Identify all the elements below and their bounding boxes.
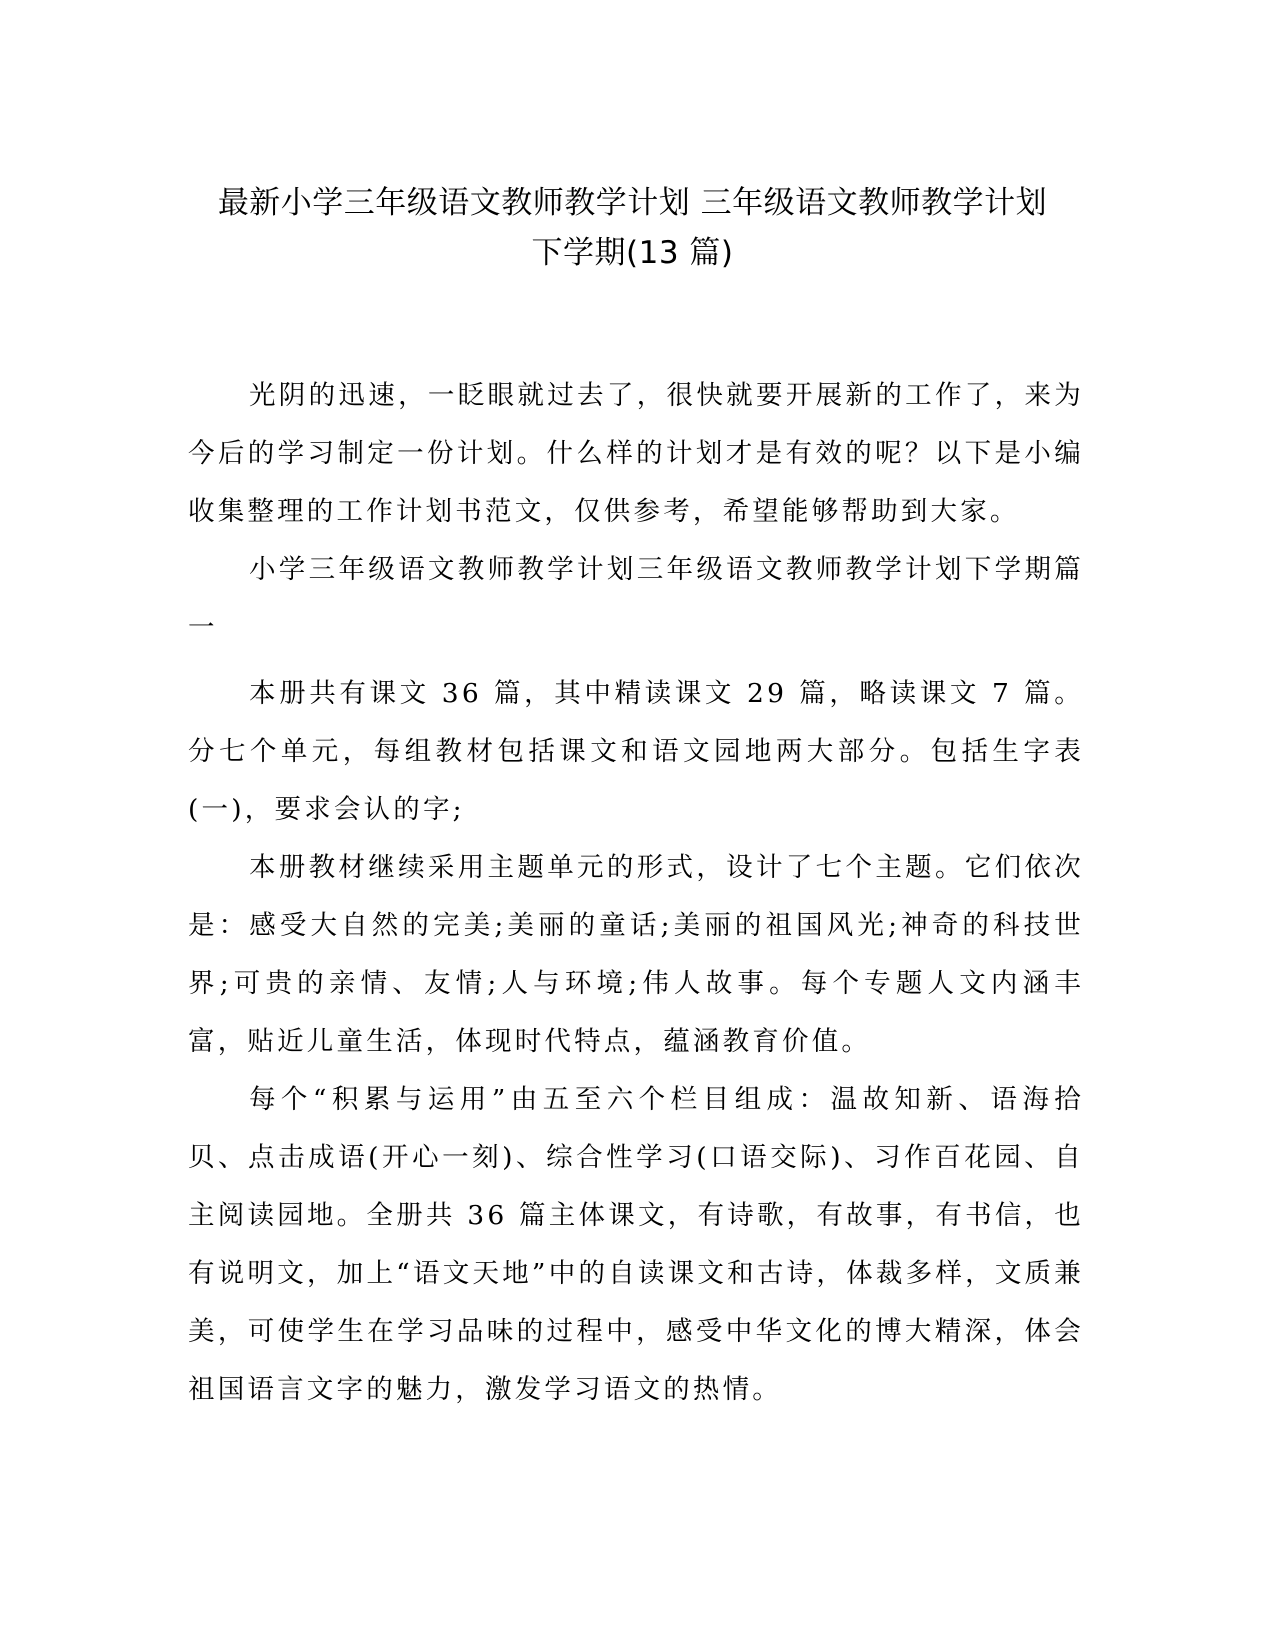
body-paragraph-2: 本册教材继续采用主题单元的形式，设计了七个主题。它们依次是：感受大自然的完美;美丽的童话;美丽的祖国风光;神奇的科技世界;可贵的亲情、友情;人与环境;伟人故事。每个专题人文内涵丰富，贴近儿童生活，体现时代特点，蕴涵教育价值。 xyxy=(188,852,1084,1057)
document-body xyxy=(188,367,1084,1419)
section-heading: 小学三年级语文教师教学计划三年级语文教师教学计划下学期篇一 xyxy=(188,554,1084,643)
title-line-1: 最新小学三年级语文教师教学计划 三年级语文教师教学计划 xyxy=(217,185,1048,221)
document-title xyxy=(180,178,1085,278)
body-paragraph-3: 每个“积累与运用”由五至六个栏目组成：温故知新、语海拾贝、点击成语(开心一刻)、综合性学习(口语交际)、习作百花园、自主阅读园地。全册共 36 篇主体课文，有诗歌，有故事，有书信，也有说明文，加上“语文天地”中的自读课文和古诗，体裁多样，文质兼美，可使学生在学习品味的过程中，感受中华文化的博大精深，体会祖国语言文字的魅力，激发学习语文的热情。 xyxy=(188,1084,1084,1405)
title-line-2: 下学期(13 篇) xyxy=(531,235,734,271)
intro-paragraph: 光阴的迅速，一眨眼就过去了，很快就要开展新的工作了，来为今后的学习制定一份计划。什么样的计划才是有效的呢？以下是小编收集整理的工作计划书范文，仅供参考，希望能够帮助到大家。 xyxy=(188,380,1084,527)
body-paragraph-1: 本册共有课文 36 篇，其中精读课文 29 篇，略读课文 7 篇。分七个单元，每组教材包括课文和语文园地两大部分。包括生字表(一)，要求会认的字; xyxy=(188,678,1084,825)
